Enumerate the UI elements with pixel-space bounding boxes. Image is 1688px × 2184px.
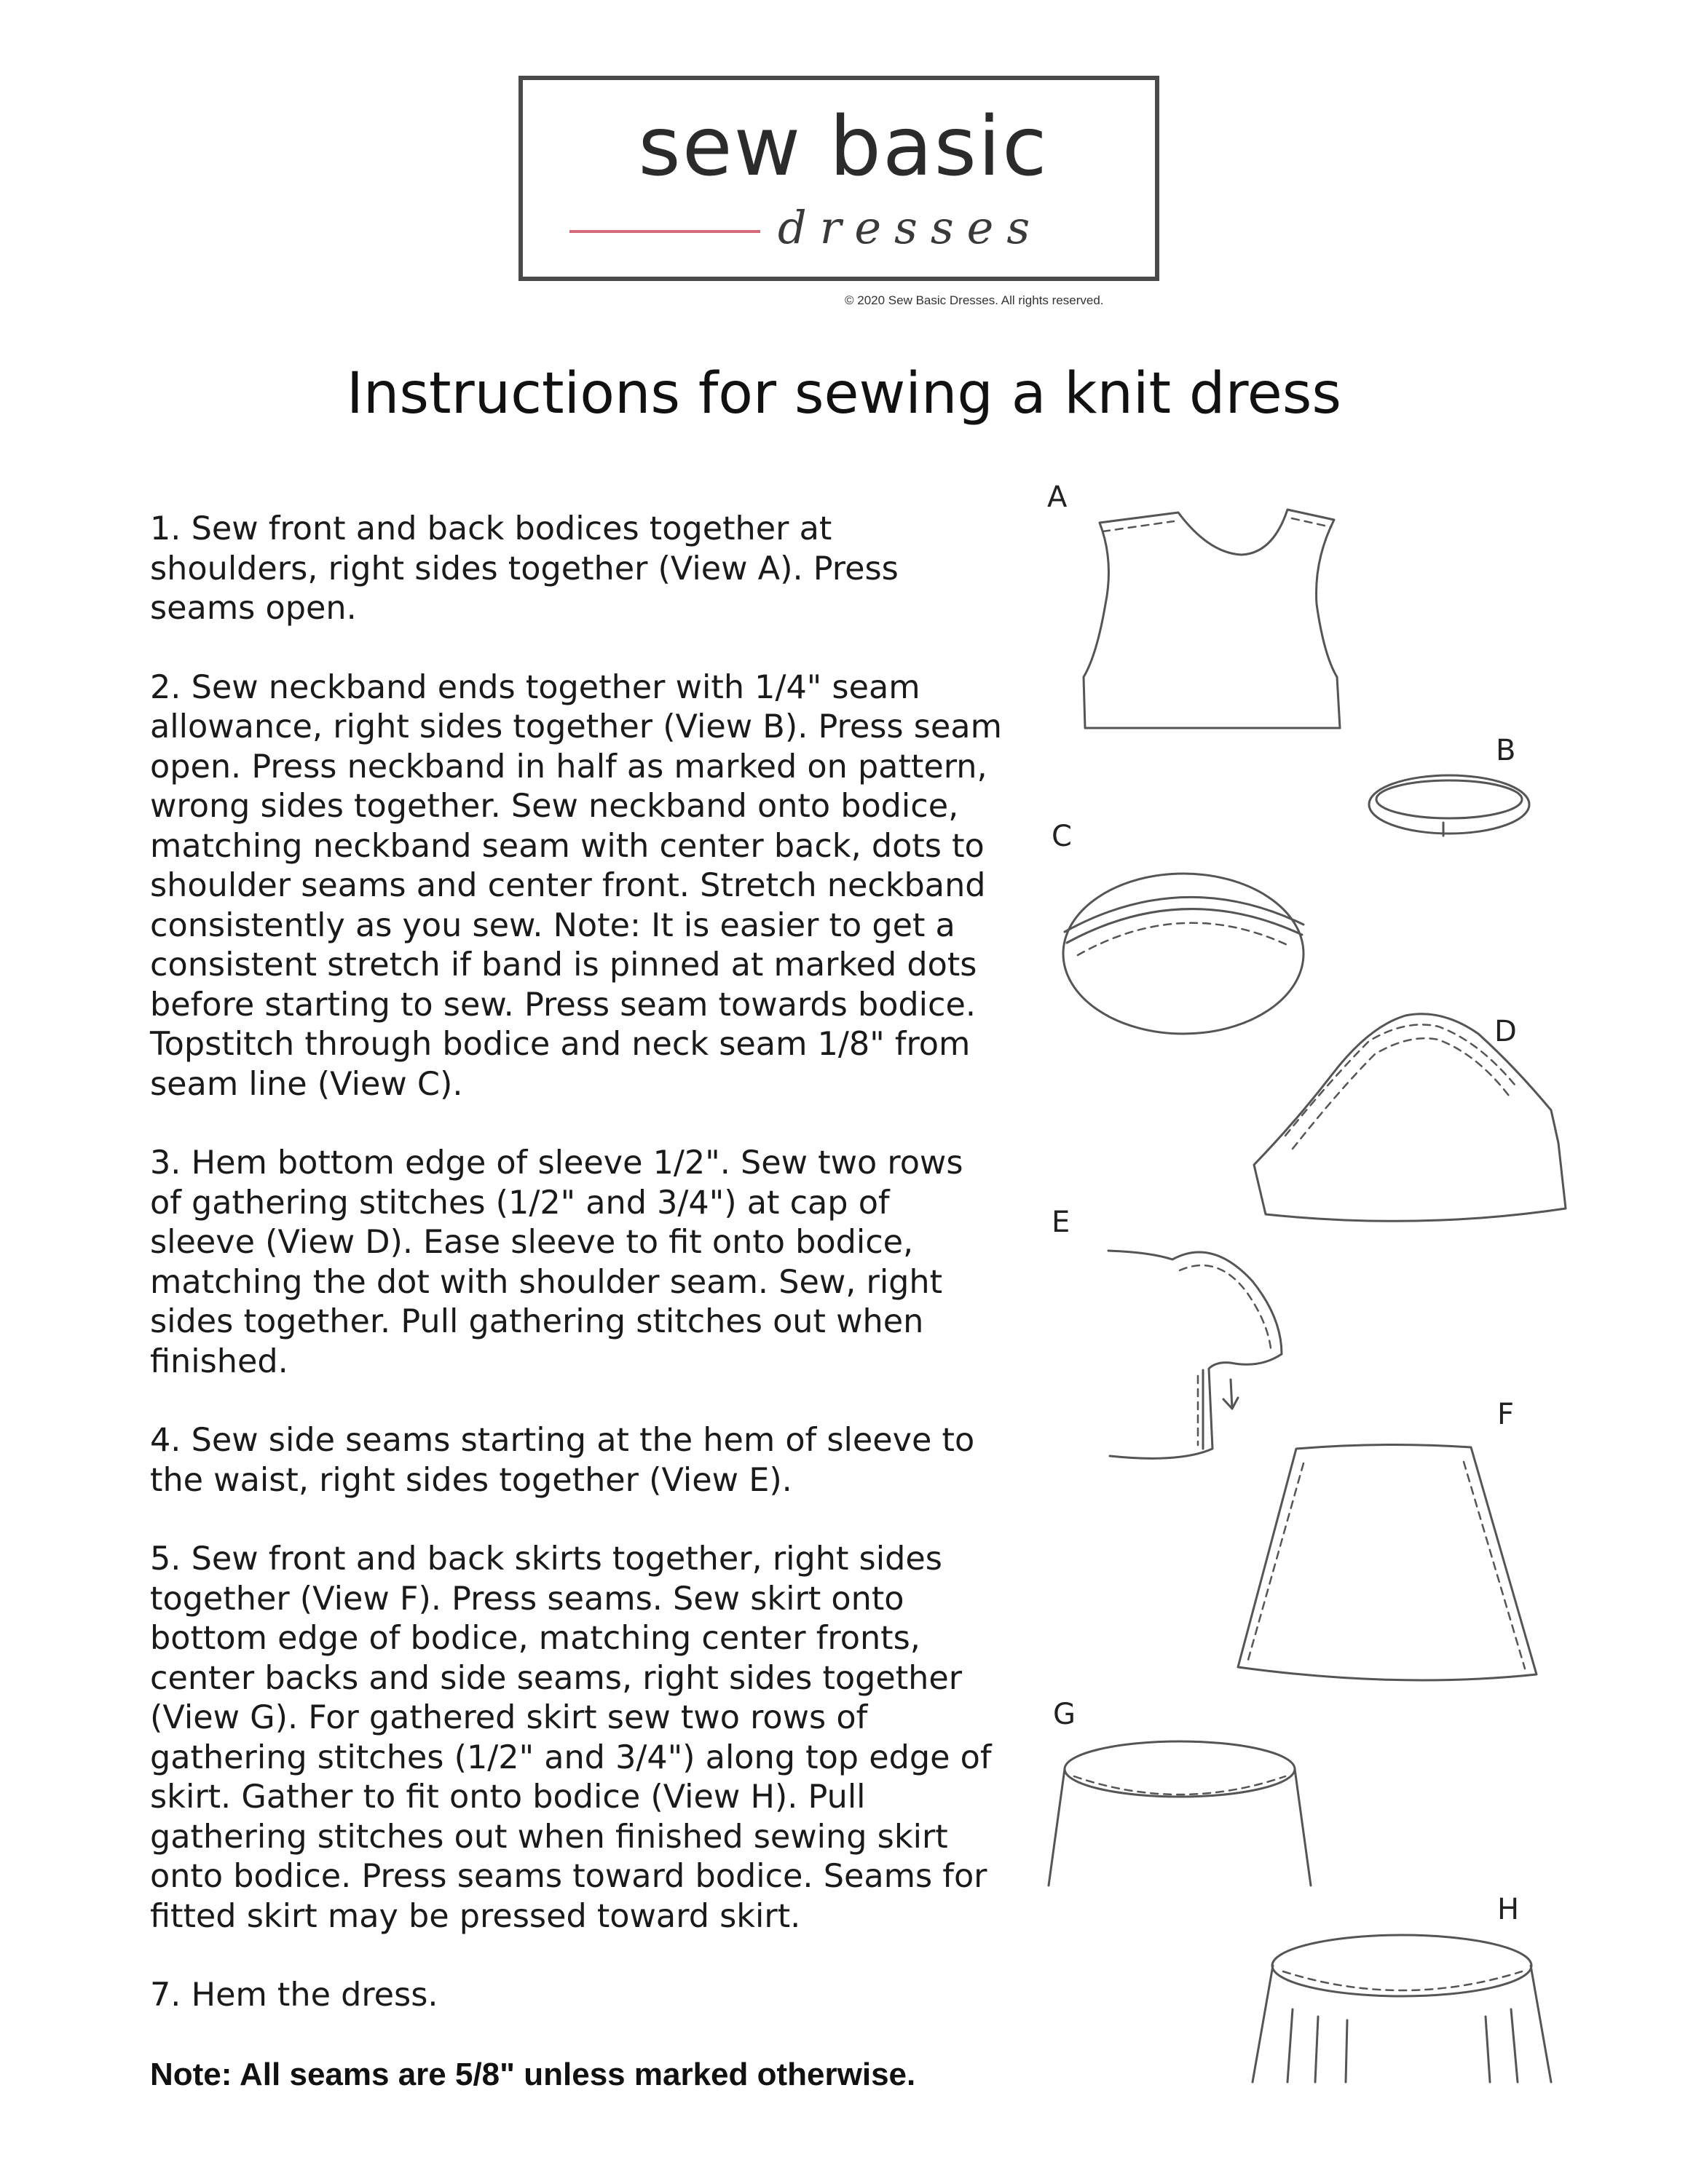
figure-a-bodice-illustration xyxy=(1084,510,1340,728)
figure-f-skirt-illustration xyxy=(1238,1444,1537,1680)
figure-e-side-seam-illustration xyxy=(1108,1251,1282,1458)
figure-g-waist-seam-illustration xyxy=(1049,1741,1311,1886)
seam-note: Note: All seams are 5/8" unless marked otherwise. xyxy=(150,2056,916,2092)
figure-label-a: A xyxy=(1047,480,1068,514)
step-2: 2. Sew neckband ends together with 1/4" seam allowance, right sides together (View B). Press seam open. Press neckband in half as marked on pattern, wrong sides together. Sew neckband onto bodice, matching neckband seam with center back, dots to shoulder seams and center front. Stretch neckband consistently as you sew. Note: It is easier to get a consistent stretch if band is pinned at marked dots before starting to sew. Press seam towards bodice. Topstitch through bodice and neck seam 1/8" from seam line (View C). xyxy=(150,668,1002,1103)
figure-h-gathered-skirt-illustration xyxy=(1253,1935,1551,2082)
figure-label-c: C xyxy=(1052,820,1072,853)
step-7: 7. Hem the dress. xyxy=(150,1977,438,2014)
figure-label-e: E xyxy=(1052,1206,1070,1239)
step-3: 3. Hem bottom edge of sleeve 1/2". Sew two rows of gathering stitches (1/2" and 3/4") at cap of sleeve (View D). Ease sleeve to fit onto bodice, matching the dot with shoulder seam. Sew, right sides together. Pull gathering stitches out when finished. xyxy=(150,1144,963,1380)
step-5: 5. Sew front and back skirts together, right sides together (View F). Press seams. Sew skirt onto bottom edge of bodice, matching center fronts, center backs and side seams, right sides together (View G). For gathered skirt sew two rows of gathering stitches (1/2" and 3/4") along top edge of skirt. Gather to fit onto bodice (View H). Pull gathering stitches out when finished sewing skirt onto bodice. Press seams toward bodice. Seams for fitted skirt may be pressed toward skirt. xyxy=(150,1540,992,1935)
page-title: Instructions for sewing a knit dress xyxy=(346,361,1342,427)
figure-d-sleeve-illustration xyxy=(1254,1014,1566,1222)
figure-label-b: B xyxy=(1496,734,1516,767)
figure-label-g: G xyxy=(1053,1698,1076,1731)
figure-c-neckline-illustration xyxy=(1063,874,1304,1034)
figure-label-f: F xyxy=(1497,1398,1515,1431)
figure-label-d: D xyxy=(1494,1015,1517,1048)
logo-sub-text: dresses xyxy=(778,201,1044,254)
copyright-notice: © 2020 Sew Basic Dresses. All rights reserved. xyxy=(845,293,1104,307)
figure-label-h: H xyxy=(1497,1893,1520,1926)
figure-b-neckband-illustration xyxy=(1369,775,1529,836)
step-1: 1. Sew front and back bodices together at shoulders, right sides together (View A). Press seams open. xyxy=(150,510,899,627)
logo-main-text: sew basic xyxy=(638,100,1049,194)
step-4: 4. Sew side seams starting at the hem of sleeve to the waist, right sides together (View E). xyxy=(150,1422,975,1499)
